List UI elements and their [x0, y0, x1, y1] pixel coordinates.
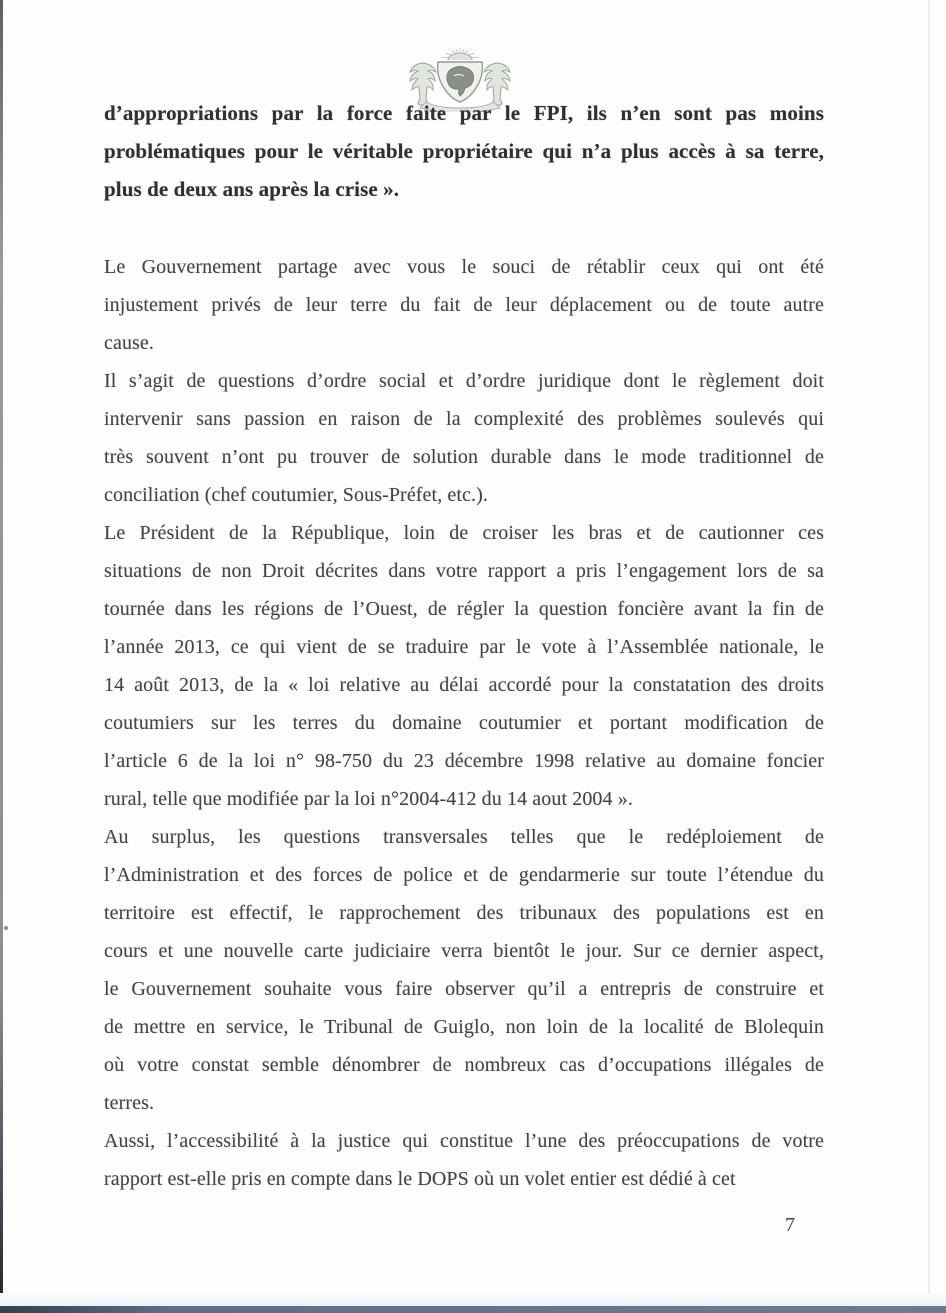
- text-line: Le Président de la République, loin de croiser les bras et de cautionner ces: [104, 522, 824, 544]
- text-line: très souvent n’ont pu trouver de solution durable dans le mode traditionnel de: [104, 446, 824, 468]
- document-body: [104, 94, 824, 1198]
- scan-edge-bottom-band: [0, 1306, 946, 1313]
- text-line: Il s’agit de questions d’ordre social et d’ordre juridique dont le règlement doit: [104, 370, 824, 392]
- text-line: injustement privés de leur terre du fait de leur déplacement ou de toute autre: [104, 294, 824, 316]
- paragraph: [104, 818, 824, 1122]
- paragraph: [104, 1122, 824, 1198]
- text-line: l’Administration et des forces de police et de gendarmerie sur toute l’étendue du: [104, 864, 824, 886]
- paragraph: [104, 514, 824, 818]
- text-line: cours et une nouvelle carte judiciaire verra bientôt le jour. Sur ce dernier aspect,: [104, 940, 824, 962]
- text-line: l’année 2013, ce qui vient de se traduire par le vote à l’Assemblée nationale, le: [104, 636, 824, 658]
- paragraph: [104, 362, 824, 514]
- scan-edge-right: [928, 0, 930, 1313]
- text-line: coutumiers sur les terres du domaine coutumier et portant modification de: [104, 712, 824, 734]
- paragraph: [104, 248, 824, 362]
- text-line: Le Gouvernement partage avec vous le souci de rétablir ceux qui ont été: [104, 256, 824, 278]
- page-number: 7: [785, 1214, 795, 1236]
- text-line: 14 août 2013, de la « loi relative au délai accordé pour la constatation des droits: [104, 674, 824, 696]
- text-line: territoire est effectif, le rapprochement des tribunaux des populations est en: [104, 902, 824, 924]
- text-line: plus de deux ans après la crise ».: [104, 177, 400, 201]
- paragraph: [104, 94, 824, 208]
- text-line: intervenir sans passion en raison de la complexité des problèmes soulevés qui: [104, 408, 824, 430]
- scan-edge-bottom-strip: [0, 1293, 946, 1306]
- text-line: rapport est-elle pris en compte dans le DOPS où un volet entier est dédié à cet: [104, 1168, 736, 1190]
- text-line: terres.: [104, 1092, 155, 1114]
- text-line: situations de non Droit décrites dans votre rapport a pris l’engagement lors de sa: [104, 560, 824, 582]
- text-line: l’article 6 de la loi n° 98-750 du 23 décembre 1998 relative au domaine foncier: [104, 750, 824, 772]
- text-line: de mettre en service, le Tribunal de Guiglo, non loin de la localité de Blolequin: [104, 1016, 824, 1038]
- text-line: où votre constat semble dénombrer de nombreux cas d’occupations illégales de: [104, 1054, 824, 1076]
- text-line: problématiques pour le véritable propriétaire qui n’a plus accès à sa terre,: [104, 139, 824, 163]
- text-line: Au surplus, les questions transversales telles que le redéploiement de: [104, 826, 824, 848]
- text-line: d’appropriations par la force faite par le FPI, ils n’en sont pas moins: [104, 101, 824, 125]
- text-line: cause.: [104, 332, 155, 354]
- scan-speck: [4, 926, 8, 930]
- text-line: Aussi, l’accessibilité à la justice qui constitue l’une des préoccupations de votre: [104, 1130, 824, 1152]
- scan-edge-left: [0, 0, 3, 1313]
- text-line: conciliation (chef coutumier, Sous-Préfet, etc.).: [104, 484, 488, 506]
- text-line: le Gouvernement souhaite vous faire observer qu’il a entrepris de construire et: [104, 978, 824, 1000]
- text-line: rural, telle que modifiée par la loi n°2004-412 du 14 aout 2004 ».: [104, 788, 633, 810]
- text-line: tournée dans les régions de l’Ouest, de régler la question foncière avant la fin de: [104, 598, 824, 620]
